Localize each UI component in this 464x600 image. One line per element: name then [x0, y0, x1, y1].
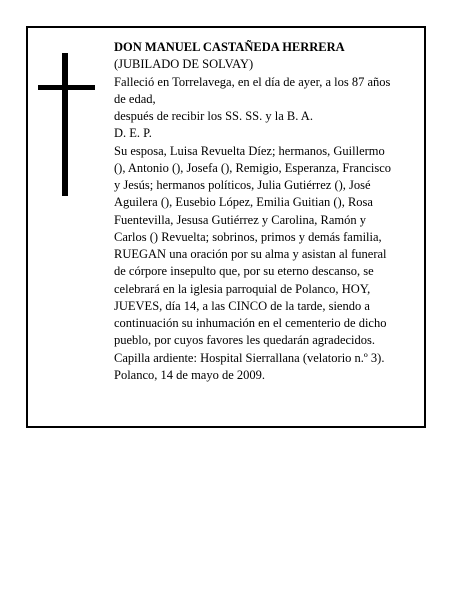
notice-line: continuación su inhumación en el cementerio de dicho	[114, 316, 387, 330]
notice-line: Fuentevilla, Jesusa Gutiérrez y Carolina, Ramón y	[114, 212, 367, 227]
notice-line: pueblo, por cuyos favores les quedarán agradecidos.	[114, 333, 376, 348]
notice-line: Polanco, 14 de mayo de 2009.	[114, 367, 266, 382]
notice-line: de edad,	[114, 91, 156, 106]
notice-line: de córpore insepulto que, por su eterno descanso, se	[114, 264, 374, 279]
deceased-name: DON MANUEL CASTAÑEDA HERRERA	[114, 40, 345, 54]
notice-line: D. E. P.	[114, 126, 152, 141]
notice-line: después de recibir los SS. SS. y la B. A.	[114, 109, 313, 123]
cinco-word: CINCO	[228, 298, 268, 313]
ruegan-word: RUEGAN	[114, 247, 167, 261]
cross-icon-crossbar	[38, 85, 95, 90]
deceased-subtitle: (JUBILADO DE SOLVAY)	[114, 57, 254, 72]
ruegan-rest: una oración por su alma y asistan al funeral	[166, 247, 387, 261]
obituary-text	[114, 39, 414, 384]
notice-line: Falleció en Torrelavega, en el día de ayer, a los 87 años	[114, 74, 391, 89]
jueves-rest: de la tarde, siendo a	[267, 298, 370, 313]
notice-line	[114, 298, 414, 315]
notice-line: Capilla ardiente: Hospital Sierrallana (velatorio n.º 3).	[114, 350, 385, 365]
notice-line: y Jesús; hermanos políticos, Julia Gutiérrez (), José	[114, 178, 371, 192]
jueves-word: JUEVES	[114, 298, 160, 313]
notice-line: Carlos () Revuelta; sobrinos, primos y demás familia,	[114, 229, 382, 244]
notice-line	[114, 281, 414, 298]
jueves-mid: , día 14, a las	[159, 298, 229, 313]
cross-icon	[62, 53, 68, 196]
church-text: celebrará en la iglesia parroquial de Polanco,	[114, 281, 342, 296]
notice-line	[114, 246, 414, 263]
hoy-word: HOY,	[341, 281, 371, 296]
notice-line: Aguilera (), Eusebio López, Emilia Guitian (), Rosa	[114, 195, 373, 210]
notice-line: Su esposa, Luisa Revuelta Díez; hermanos, Guillermo	[114, 143, 385, 158]
notice-line: (), Antonio (), Josefa (), Remigio, Esperanza, Francisco	[114, 160, 392, 175]
